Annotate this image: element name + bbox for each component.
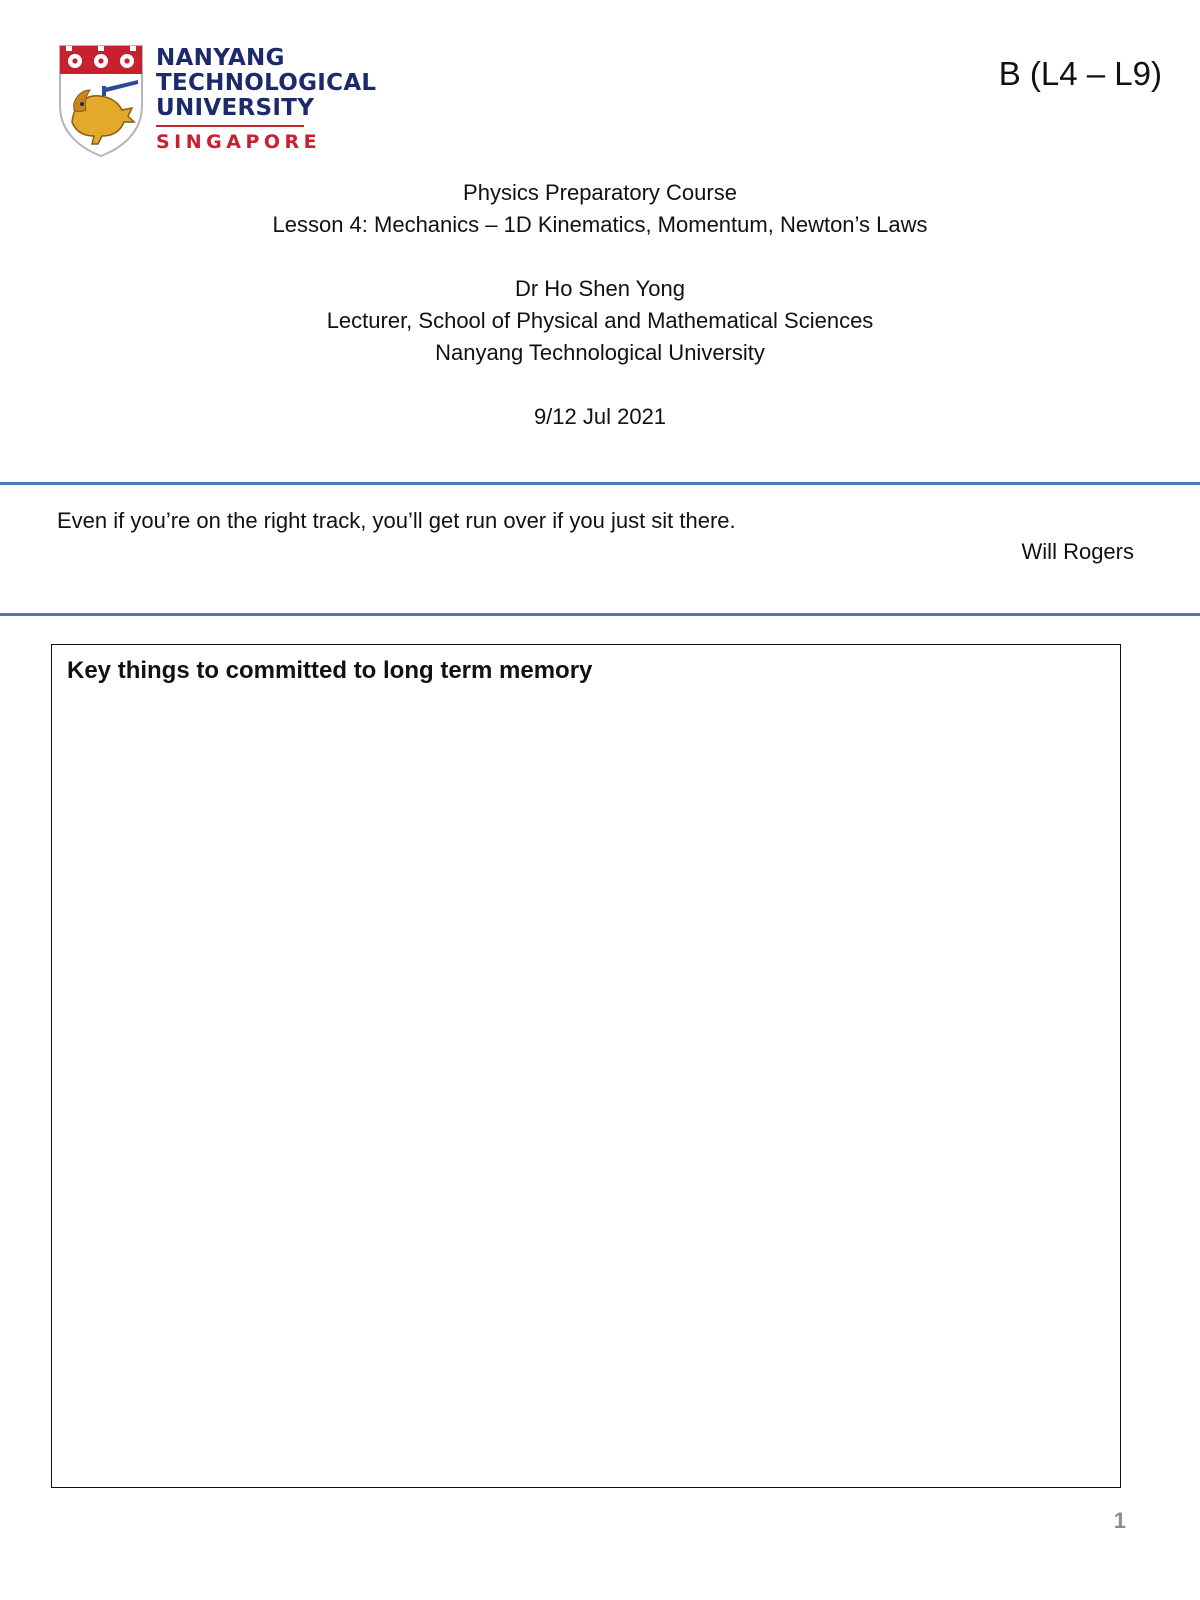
memory-box-title: Key things to committed to long term memory: [67, 657, 593, 684]
logo-divider: [156, 125, 304, 127]
logo-line-1: NANYANG: [156, 45, 285, 71]
bottom-divider: [0, 613, 1200, 616]
ntu-logo: [58, 44, 378, 164]
lesson-title: Lesson 4: Mechanics – 1D Kinematics, Momentum, Newton’s Laws: [272, 212, 928, 237]
title-spacer: [0, 241, 1200, 273]
institution-name: Nanyang Technological University: [435, 340, 765, 365]
page-number: 1: [1113, 1508, 1126, 1533]
logo-wordmark: [156, 46, 386, 153]
logo-line-2: TECHNOLOGICAL: [156, 70, 377, 96]
ntu-lion-crest-icon: [58, 44, 144, 158]
memory-notes-box[interactable]: [51, 644, 1121, 1488]
worksheet-code: B (L4 – L9): [998, 55, 1162, 92]
lecturer-role: Lecturer, School of Physical and Mathematical Sciences: [326, 308, 874, 333]
course-title: Physics Preparatory Course: [463, 180, 737, 205]
quote-author: Will Rogers: [1021, 539, 1134, 564]
quote-text: Even if you’re on the right track, you’ll get run over if you just sit there.: [57, 508, 736, 533]
lesson-date: 9/12 Jul 2021: [533, 404, 667, 429]
top-divider: [0, 482, 1200, 485]
title-spacer: [0, 369, 1200, 401]
logo-line-3: UNIVERSITY: [156, 95, 315, 121]
title-block: [0, 177, 1200, 433]
lecturer-name: Dr Ho Shen Yong: [514, 276, 686, 301]
logo-subline: SINGAPORE: [156, 131, 322, 153]
